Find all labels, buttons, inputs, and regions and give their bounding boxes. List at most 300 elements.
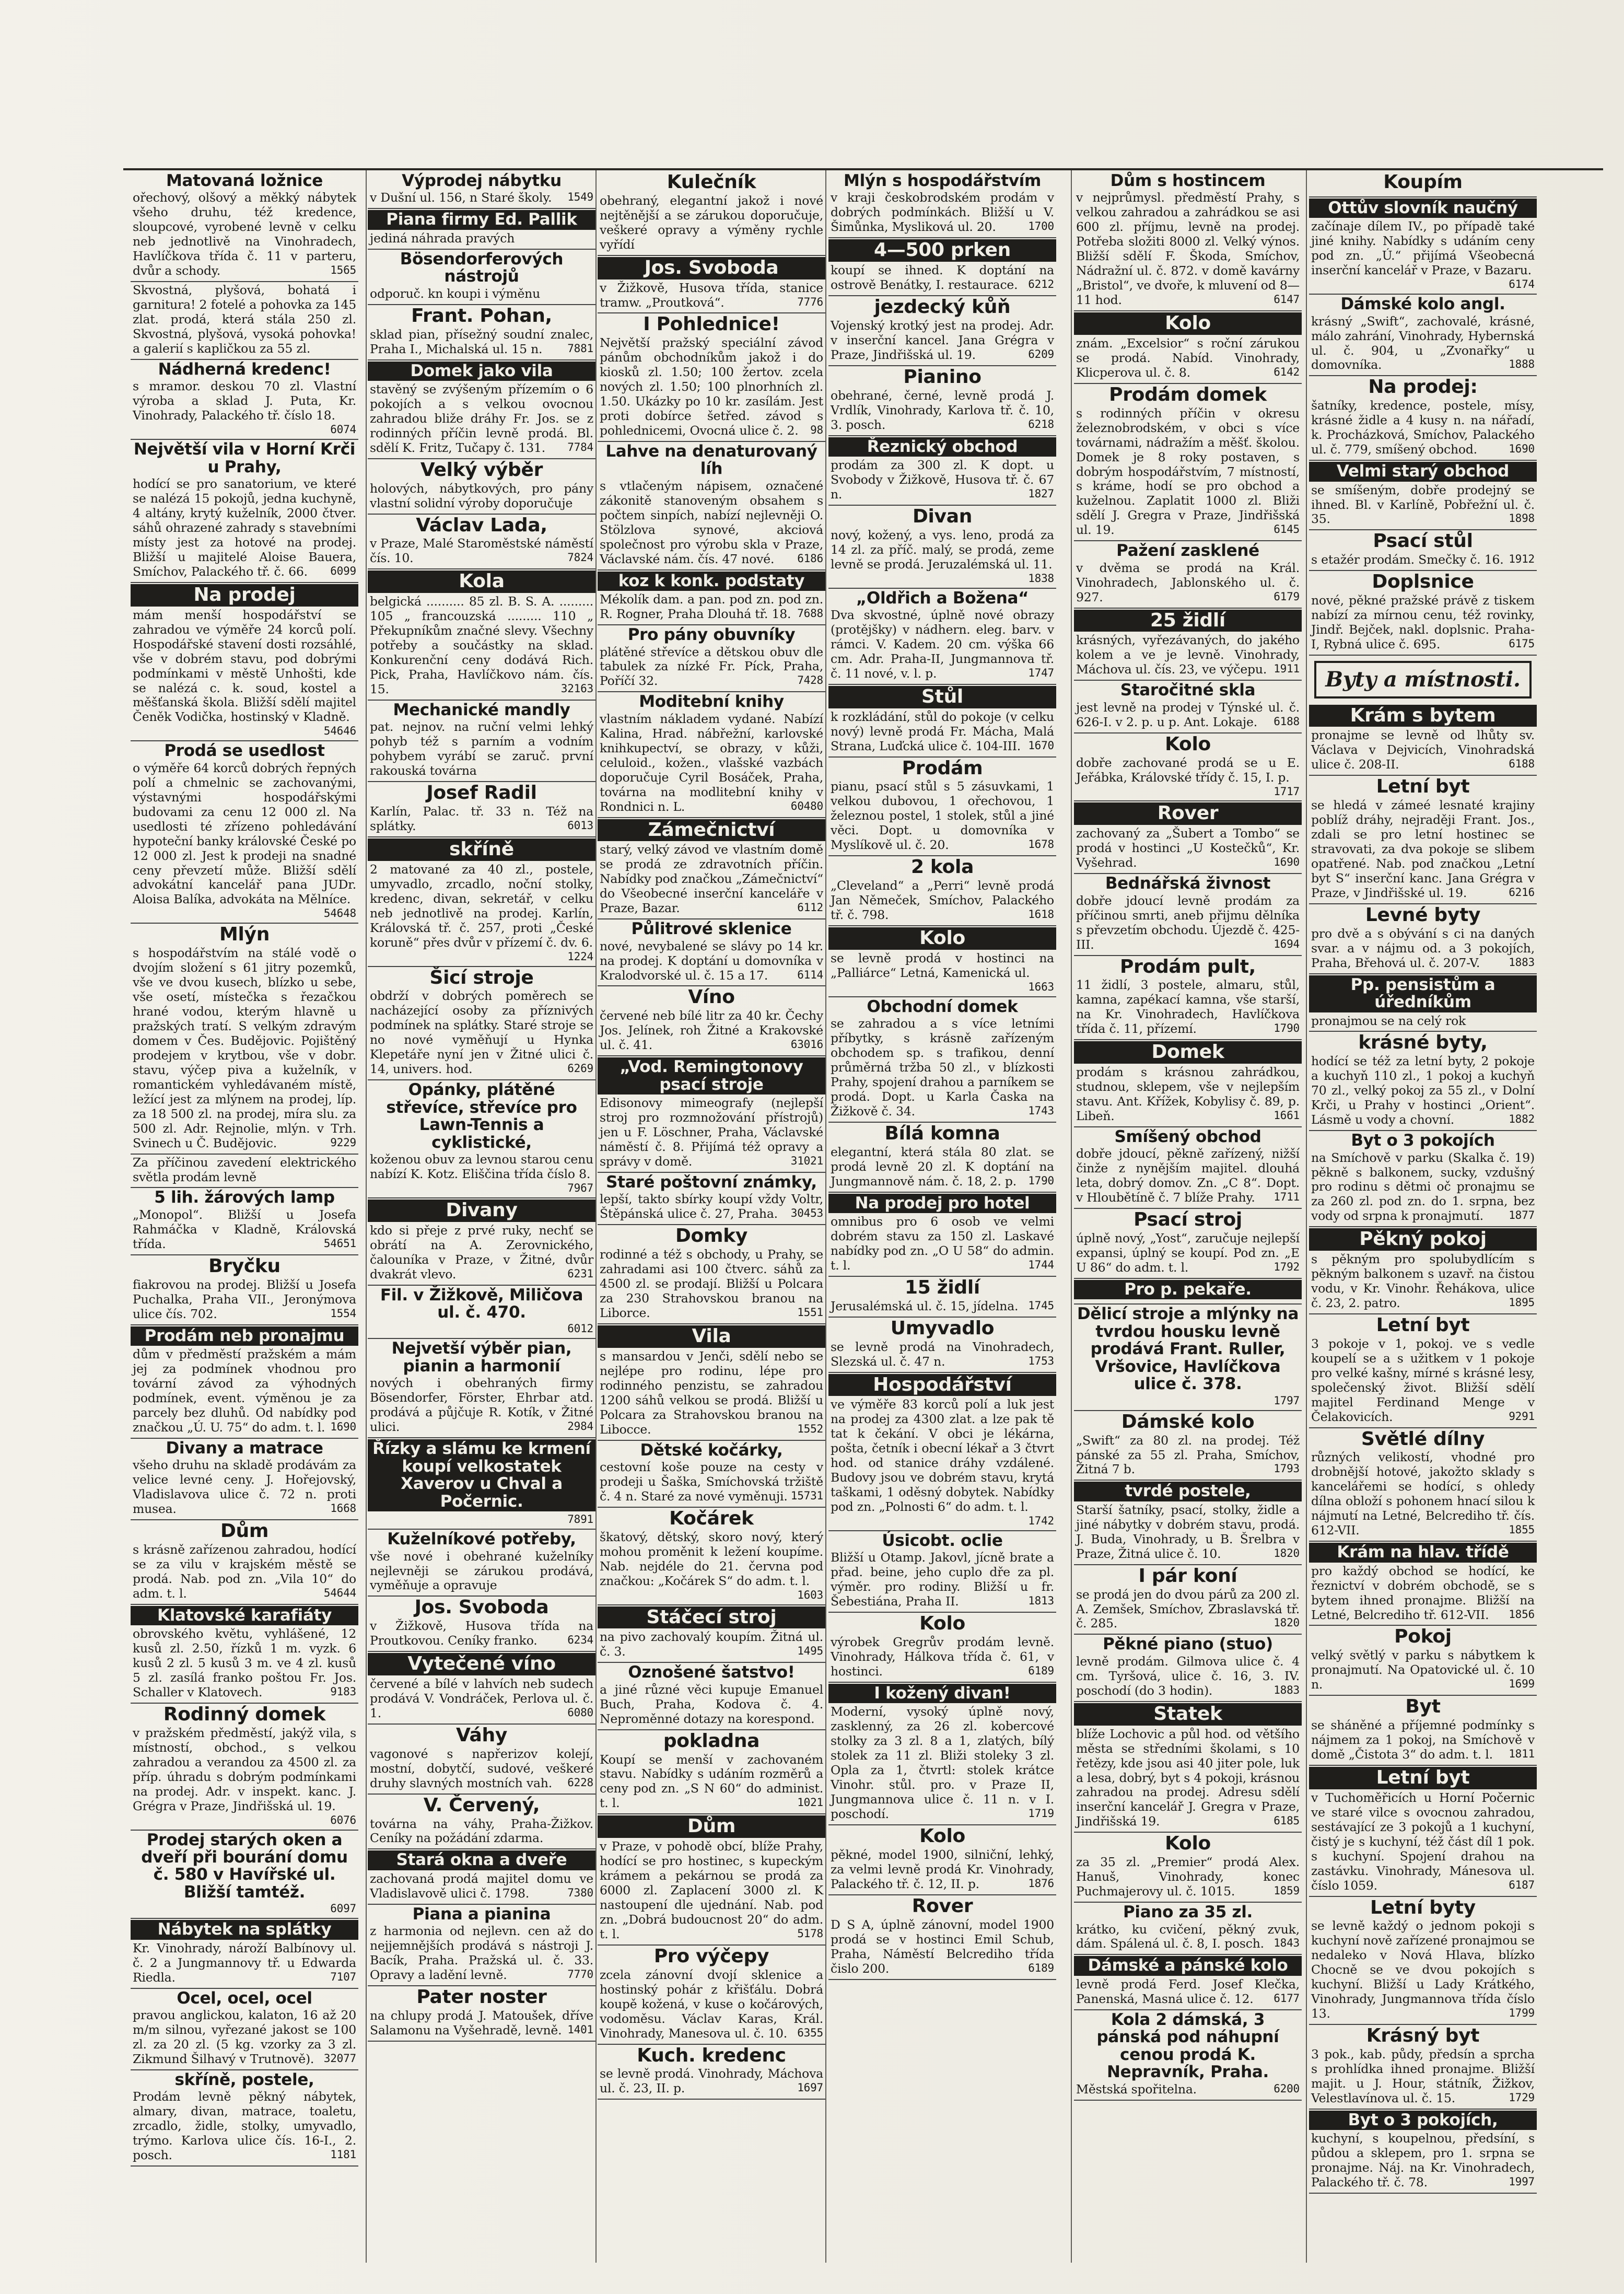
ad-body xyxy=(600,1683,823,1727)
ad-body xyxy=(1076,561,1300,605)
column-rule xyxy=(595,170,597,2263)
ad-body xyxy=(133,191,356,278)
ad-code: 1811 xyxy=(1509,1748,1535,1760)
ad-code: 7776 xyxy=(797,295,823,308)
column-rule xyxy=(366,170,367,2263)
ad-text: v Praze, v pohodě obcí, blíže Prahy, hodící se pro hostinec, s kupeckým krámem a pekárnou se prodá za 6000 zl. Zaplacení 3000 zl. K nastoupení dle ujednání. Nab. pod zn. „Dobrá budoucnost 20“ do adm. t. l. xyxy=(600,1839,823,1941)
ad-text: o výměře 64 korců dobrých řepných polí a chmelnic se zachovanými, výstavnými hospodářskými budovami za cenu 12 000 zl. Na usedlosti té zřízeno pohledávání hypoteční banky královské České po 12 000 zl. Jest k prodeji na snadné ceny převzetí může. Bližší sdělí advokátní kancelář pana JUDr. Aloisa Balíka, advokáta na Mělníce. xyxy=(133,760,356,907)
ad-heading: Statek xyxy=(1074,1703,1302,1726)
ad-body xyxy=(1311,593,1535,652)
ad-text: s hospodářstvím na stálé vodě o dvojím složení s 61 jitry pozemků, vše ve dvou kusech, blízko u sebe, vše osetí, místečka s řezačkou hrané vodou, kterým hlavně u pražských tratí. S velkým zdravým domem v Čes. Budějovic. Pojištěný prodejem v krytbou, vše v dobr. stavu, výčep piva a kuželník, v romantickém vyhledávaném místě, ležící jest za mlýnem na prodej, líp. za 18 500 zl. na prodej, míra slu. za 500 zl. Adr. Rejnolie, mlýn. v Trh. Svinech u Č. Budějovic. xyxy=(133,946,356,1150)
ad-text: s vtlačeným nápisem, označené zákonitě stanoveným obsahem s počtem sinpích, nabízí nejlevněji O. Stölzlova synové, akciová společnost pro výrobu skla v Praze, Václavské nám. čís. 47 nové. xyxy=(600,478,823,566)
ad-text: kdo si přeje z prvé ruky, nechť se obrátí na A. Zerovnického, čalouníka v Praze, v Žitné, dvůr dvakrát vlevo. xyxy=(370,1222,593,1282)
ad-code: 7688 xyxy=(797,607,823,620)
ad-body xyxy=(831,1398,1054,1528)
classified-ad xyxy=(368,360,595,459)
ad-code: 6177 xyxy=(1274,1992,1300,2005)
ad-body xyxy=(1076,406,1300,538)
ad-code: 1820 xyxy=(1274,1546,1300,1559)
ad-code: 1882 xyxy=(1509,1113,1535,1126)
ad-heading: Rover xyxy=(912,1895,973,1917)
ad-body xyxy=(831,1340,1054,1369)
ad-code: 15731 xyxy=(790,1489,823,1502)
ad-body xyxy=(1076,1588,1300,1632)
ad-text: červené neb bílé litr za 40 kr. Čechy Jos. Jelínek, roh Žitné a Krakovské ul. č. 41. xyxy=(600,1008,823,1053)
ad-body xyxy=(1311,483,1535,527)
classified-ad xyxy=(1309,1131,1537,1227)
ad-body xyxy=(831,263,1054,293)
ad-text: belgická .......... 85 zl. B. S. A. ......... 105 „ francouzská ......... 110 „ Překupníkům značné slevy. Všechny potřeby a součástky na sklad. Konkurenční ceny dodává Rich. Pick, Praha, Havlíčkovo nám. čís. 15. xyxy=(370,594,593,696)
ad-code: 1603 xyxy=(797,1588,823,1601)
classified-ad xyxy=(131,1704,358,1831)
ad-body xyxy=(1076,1434,1300,1477)
ad-body xyxy=(370,1550,593,1593)
ad-code: 7967 xyxy=(567,1181,593,1194)
ad-text: obdrží v dobrých poměrech se nacházející osoby za příznivých podmínek na splátky. Staré stroje se no nové vyměňují u Hynka Klepetáře nyní jen v Žitné ulici č. 14, univers. hod. xyxy=(370,988,593,1077)
top-rule xyxy=(123,168,1603,170)
ad-text: krásný „Swift“, zachovalé, krásné, málo zahrání, Vinohrady, Hybernská ul. č. 904, u „Zvonařky“ u domovníka. xyxy=(1311,313,1535,372)
ad-code: 6179 xyxy=(1274,590,1300,603)
classified-ad xyxy=(598,986,825,1056)
ad-text: vše nové i obehrané kuželníky nejlevněji se zárukou prodává, vyměňuje a opravuje xyxy=(370,1548,593,1593)
ad-text: pro dvě a s obývání s ci na daných svar. a v nájmu od. a 3 pokojích, Praha, Břehová ul. č. 207-V. xyxy=(1311,926,1535,970)
ad-text: Městská spořitelna. xyxy=(1076,2081,1197,2097)
ad-heading: Kuch. kredenc xyxy=(637,2044,786,2066)
classified-ad xyxy=(1309,1227,1537,1314)
ad-heading: Letní byt xyxy=(1309,1767,1537,1789)
ad-text: zachovaná prodá majitel domu ve Vladislavově ulici č. 1798. xyxy=(370,1871,593,1901)
ad-code: 6114 xyxy=(797,968,823,981)
ad-body xyxy=(1311,1014,1535,1029)
ad-text: pronajme se levně od lhůty sv. Václava v Dejvicích, Vinohradská ulice č. 208-II. xyxy=(1311,728,1535,772)
ad-heading: Dům s hostincem xyxy=(1110,171,1266,190)
ad-heading: Váhy xyxy=(455,1724,508,1746)
ad-text: velký světlý v parku s nábytkem k pronajmutí. Na Opatovické ul. č. 10 n. xyxy=(1311,1648,1535,1692)
ad-body xyxy=(133,379,356,436)
ad-text: krásných, vyřezávaných, do jakého kolem a ve je levně. Vinohrady, Máchova ul. čís. 23, ve výčepu. xyxy=(1076,633,1300,677)
classified-ad xyxy=(828,1613,1056,1683)
classified-ad xyxy=(131,2070,358,2167)
ad-text: se zahradou a s více letními příbytky, s krásně zařízeným obchodem sp. s trafikou, denní průměrná tržba 50 zl., v blízkosti Prahy, spojení drahou a parníkem se prodá. Dopt. u Karla Časka na Žižkově č. 34. xyxy=(831,1016,1054,1119)
ad-heading: Ocel, ocel, ocel xyxy=(177,1988,312,2008)
ad-heading: Řízky a slámu ke krmení koupí velkostatek Xaverov u Chval a Počernic. xyxy=(368,1439,595,1511)
ad-body xyxy=(1076,1231,1300,1275)
ad-text: z harmonia od nejlevn. cen až do nejjemnějších prodává s nástroji J. Bacík, Praha. Pražská ul. č. 33. Opravy a ladění levně. xyxy=(370,1924,593,1983)
ad-heading: Klatovské karafiáty xyxy=(131,1606,358,1625)
ad-text: s mansardou v Jenči, sdělí nebo se nejlépe pro rodinu, lépe pro rodinného penzistu, se zahradou 1200 sáhů velkou se prodá. Bližší u Polcara za Strahovskou branou na Libocce. xyxy=(600,1348,823,1437)
ad-body xyxy=(370,595,593,697)
ad-heading: pokladna xyxy=(663,1730,760,1752)
ad-heading: 25 židlí xyxy=(1074,610,1302,632)
classified-ad xyxy=(598,1605,825,1663)
classified-ad xyxy=(1074,1305,1302,1411)
column-1 xyxy=(131,171,358,2272)
ad-text: s mramor. deskou 70 zl. Vlastní výroba a sklad J. Puta, Kr. Vinohrady, Palackého tř. číslo 18. xyxy=(133,379,356,423)
ad-body xyxy=(600,281,823,310)
ad-body xyxy=(1311,1151,1535,1224)
ad-text: s pěkným pro spolubydlícím s pěkným balkonem s uzavř. na čistou vodu, v Kr. Vinohr. Řehákova, ulice č. 23, 2. patro. xyxy=(1311,1252,1535,1311)
ad-code: 1224 xyxy=(567,950,593,963)
ad-heading: Domek jako vila xyxy=(368,362,595,381)
ad-code: 6185 xyxy=(1274,1814,1300,1827)
ad-body xyxy=(600,336,823,438)
classified-ad xyxy=(368,837,595,967)
classified-ad xyxy=(368,1438,595,1530)
classified-ad xyxy=(598,625,825,692)
classified-ad xyxy=(598,1946,825,2045)
ad-heading: Staré poštovní známky, xyxy=(606,1172,817,1192)
ad-text: holových, nábytkových, pro pány vlastní solidní výroby doporučuje xyxy=(370,481,593,510)
ad-heading: krásné byty, xyxy=(1358,1032,1488,1054)
ad-code: 1551 xyxy=(797,1306,823,1319)
ad-body xyxy=(370,1872,593,1901)
ad-text: a jiné různé věci kupuje Emanuel Buch, Praha, Kodova č. 4. Neproměnné dotazy na korespond. xyxy=(600,1682,823,1726)
ad-code: 1883 xyxy=(1509,956,1535,969)
ad-code: 6200 xyxy=(1274,2082,1300,2095)
ad-body xyxy=(133,1347,356,1435)
ad-heading: Víno xyxy=(688,986,735,1008)
ad-heading: Václav Lada, xyxy=(416,514,547,536)
ad-heading: Psací stroj xyxy=(1134,1209,1242,1231)
ad-text: v Dušní ul. 156, n Staré školy. xyxy=(370,190,552,205)
ad-text: prodám s krásnou zahrádkou, studnou, sklepem, vše v nejlepším stavu. Ant. Křížek, Kobylisy č. 89, p. Libeň. xyxy=(1076,1065,1300,1123)
ad-code: 1790 xyxy=(1274,1022,1300,1035)
classified-ad xyxy=(1074,1635,1302,1702)
column-4 xyxy=(828,171,1056,2272)
ad-heading: Krásný byt xyxy=(1366,2025,1480,2047)
classified-ad xyxy=(1309,1626,1537,1696)
classified-ad xyxy=(131,1188,358,1255)
ad-heading: Rover xyxy=(1074,802,1302,825)
ad-code: 2984 xyxy=(567,1420,593,1433)
ad-heading: Obchodní domek xyxy=(867,997,1018,1016)
ad-heading: Moditební knihy xyxy=(639,692,784,712)
classified-ad xyxy=(828,296,1056,366)
ad-body xyxy=(1311,399,1535,457)
classified-ad xyxy=(1074,384,1302,541)
ad-heading: Byt o 3 pokojích, xyxy=(1309,2111,1537,2130)
ad-body xyxy=(831,1635,1054,1679)
column-5 xyxy=(1074,171,1302,2272)
column-6 xyxy=(1309,171,1537,2272)
ad-heading: Hospodářství xyxy=(828,1374,1056,1396)
ad-text: na chlupy prodá J. Matoušek, dříve Salamonu na Vyšehradě, levně. xyxy=(370,2008,593,2037)
ad-code: 6142 xyxy=(1274,365,1300,378)
classified-ad xyxy=(828,436,1056,506)
classified-ad xyxy=(1074,541,1302,608)
ad-heading: Pianino xyxy=(903,366,982,388)
ad-text: červené a bílé v lahvích neb sudech prodává V. Vondráček, Perlova ul. č. 1. xyxy=(370,1676,593,1720)
ad-code: 1694 xyxy=(1274,937,1300,950)
ad-text: dobře jdoucí levně prodám za příčinou smrti, aneb přijmu dělníka s převzetím obchodu. Újezdě č. 425-III. xyxy=(1076,893,1300,952)
ad-code: 6228 xyxy=(567,1776,593,1789)
ad-code: 32163 xyxy=(560,682,593,695)
ad-text: Karlín, Palac. tř. 33 n. Též na splátky. xyxy=(370,804,593,833)
ad-text: vagonové s napřerizov kolejí, mostní, dobytčí, sudové, veškeré druhy slavných mostních vah. xyxy=(370,1746,593,1790)
ad-heading: Fil. v Žižkově, Miličova ul. č. 470. xyxy=(380,1285,583,1322)
ad-code: 7380 xyxy=(567,1886,593,1899)
ad-text: výrobek Gregrův prodám levně. Vinohrady, Hálkova třída č. 61, v hostinci. xyxy=(831,1635,1054,1679)
ad-body xyxy=(831,879,1054,923)
ad-text: škatový, dětský, skoro nový, který mohou proměnit k ležení koupíme. Nab. nejdéle do 21. června pod značkou: „Kočárek S“ do adm. t. l. xyxy=(600,1529,823,1588)
classified-ad xyxy=(1074,956,1302,1041)
ad-body xyxy=(370,191,593,205)
ad-text: Bližší u Otamp. Jakovl, jícně brate a přad. beine, jeho cuplo dře za pl. výměr. pro rodiny. Bližší u fr. Šebestiána, Praha II. xyxy=(831,1550,1054,1609)
classified-ad xyxy=(598,692,825,818)
classified-ad xyxy=(598,1324,825,1441)
classified-ad xyxy=(1074,311,1302,384)
classified-ad xyxy=(1309,1696,1537,1766)
ad-text: úplně nový, „Yost“, zaručuje nejlepší expansi, úplný se koupí. Pod zn. „E U 86“ do adm. t. l. xyxy=(1076,1231,1300,1275)
classified-ad xyxy=(828,589,1056,685)
ad-heading: Piano za 35 zl. xyxy=(1123,1903,1253,1922)
ad-text: v nejprůmysl. předměstí Prahy, s velkou zahradou a zahrádkou se asi 600 zl. příjmu, levně na prodej. Potřeba složiti 8000 zl. Velký výnos. Bližší sdělí F. Škoda, Smíchov, Nádražní ul. č. 872. v domě kavárny „Bristol“, ve dvoře, k mluvení od 8—11 hod. xyxy=(1076,190,1300,308)
classified-ad xyxy=(368,171,595,209)
ad-text: hodící se též za letní byty, 2 pokoje a kuchyň 110 zl., 1 pokoj a kuchyň 70 zl., velký pokoj za 55 zl., v Dolní Krči, u Prahy v hostinci „Orient“. Lásmě u vody a chovní. xyxy=(1311,1054,1535,1127)
ad-body xyxy=(133,477,356,579)
classified-ad xyxy=(368,1339,595,1438)
ad-text: plátěné střevíce a dětskou obuv dle tabulek za nízké Fr. Píck, Praha, Poříčí 32. xyxy=(600,644,823,689)
ad-heading: Pp. pensistům a úředníkům xyxy=(1309,975,1537,1012)
ad-body xyxy=(133,1208,356,1252)
column-3 xyxy=(598,171,825,2272)
ad-code: 6145 xyxy=(1274,523,1300,536)
ad-code: 6188 xyxy=(1509,758,1535,771)
ad-body xyxy=(600,1530,823,1602)
ad-heading: Domky xyxy=(675,1225,748,1247)
classified-ad xyxy=(1074,1127,1302,1209)
ad-code: 1997 xyxy=(1509,2175,1535,2188)
ad-heading: Ottův slovník naučný xyxy=(1309,199,1537,218)
ad-text: s etažér prodám. Smečky č. 16. xyxy=(1311,552,1504,567)
ad-text: prodám za 300 zl. K dopt. u Svobody v Žižkově, Husova tř. č. 67 n. xyxy=(831,458,1054,502)
ad-code: 1799 xyxy=(1509,2007,1535,2020)
ad-text: omnibus pro 6 osob ve velmi dobrém stavu za 150 zl. Laskavé nabídky pod zn. „O U 58“ do admin. t. l. xyxy=(831,1214,1054,1273)
column-rule xyxy=(1306,170,1307,2263)
ad-text: dobře jdoucí, pěkně zařízený, nižší činže z nynějším majitel. dlouhá leta, dobrý domov. Zn. „C 8“. Dopt. v Hloubětíně č. 7 blíže Prahy. xyxy=(1076,1146,1300,1205)
classified-ad xyxy=(131,1439,358,1520)
classified-ad xyxy=(598,1508,825,1605)
ad-body xyxy=(600,1630,823,1659)
ad-code: 6076 xyxy=(330,1813,356,1826)
ad-text: Vojenský krotký jest na prodej. Adr. v inserční kancel. Jana Grégra v Praze, Jindřišská ul. 19. xyxy=(831,318,1054,362)
ad-text: se prodá jen do dvou párů za 200 zl. A. Zemšek, Smíchov, Zbraslavská tř. č. 285. xyxy=(1076,1587,1300,1631)
ad-code: 1618 xyxy=(1028,908,1054,921)
ad-body xyxy=(370,2009,593,2038)
ad-body xyxy=(370,1747,593,1791)
ad-body xyxy=(831,528,1054,585)
ad-text: rodinné a též s obchody, u Prahy, se zahradami asi 100 čtverc. sáhů za 4500 zl. se prodají. Bližší u Polcara za 230 Strahovskou branou na Liborce. xyxy=(600,1247,823,1320)
ad-text: krátko, ku cvičení, pěkný zvuk, dám. Spálená ul. č. 8, I. posch. xyxy=(1076,1922,1300,1951)
ad-text: zachovaný za „Šubert a Tombo“ se prodá v hostinci „U Kostečků“, Kr. Vyšehrad. xyxy=(1076,826,1300,870)
ad-code: 7824 xyxy=(567,551,593,564)
classified-ad xyxy=(1309,376,1537,461)
ad-body xyxy=(370,805,593,834)
ad-body xyxy=(831,389,1054,433)
ad-text: stavěný se zvýšeným přízemím o 6 pokojích a s velkou ovocnou zahradou bliže dráhy Fr. Jos. se z rodinných příčin levně prodá. Bl. sdělí K. Fritz, Tučapy č. 131. xyxy=(370,381,593,455)
ad-heading: Kolo xyxy=(828,927,1056,950)
ad-heading: Mechanické mandly xyxy=(393,700,570,719)
ad-body xyxy=(370,328,593,357)
ad-code: 1700 xyxy=(1028,220,1054,233)
ad-code: 1790 xyxy=(1028,1174,1054,1187)
classified-ad xyxy=(131,924,358,1154)
ad-heading: Krám na hlav. třídě xyxy=(1309,1543,1537,1562)
ad-heading: Úsicobt. oclie xyxy=(882,1531,1003,1550)
ad-code: 1495 xyxy=(797,1645,823,1658)
classified-ad xyxy=(368,1652,595,1725)
ad-code: 1793 xyxy=(1274,1462,1300,1475)
ad-code: 1883 xyxy=(1274,1683,1300,1696)
ad-heading: Dámské kolo angl. xyxy=(1340,295,1505,314)
ad-heading: Koupím xyxy=(1383,171,1463,193)
ad-text: továrna na váhy, Praha-Žižkov. Ceníky na požádání zdarma. xyxy=(370,1816,593,1846)
ad-code: 6074 xyxy=(330,423,356,436)
ad-code: 1745 xyxy=(1028,1299,1054,1312)
ad-heading: Světlé dílny xyxy=(1361,1428,1485,1450)
section-heading-box: Byty a místnosti. xyxy=(1314,661,1532,698)
classified-ad xyxy=(131,282,358,360)
ad-body xyxy=(600,592,823,622)
ad-heading: Pažení zasklené xyxy=(1116,541,1259,561)
ad-code: 1565 xyxy=(330,264,356,277)
ad-body xyxy=(370,482,593,511)
ad-text: pianu, psací stůl s 5 zásuvkami, 1 velkou dubovou, 1 ořechovou, 1 železnou postel, 1 stolek, stůl a jiné věci. Dopt. u domovníka v Myslíkově ul. č. 20. xyxy=(831,779,1054,853)
ad-body xyxy=(133,1278,356,1322)
ad-heading: Pěkný pokoj xyxy=(1309,1228,1537,1251)
ad-text: začínaje dílem IV., po případě také jiné knihy. Nabídky s udáním ceny pod zn. „Ú.“ přijímá Všeobecná inserční kancelář v Praze, v Bazaru. xyxy=(1311,219,1535,278)
ad-code: 1827 xyxy=(1028,487,1054,500)
ad-text: cestovní koše pouze na cesty v prodeji u Šaška, Smíchovská tržiště č. 4 n. Staré za nové vyměnuji. xyxy=(600,1460,823,1504)
ad-body xyxy=(1311,728,1535,772)
ad-body xyxy=(831,1299,1054,1314)
ad-heading: Nábytek na splátky xyxy=(131,1920,358,1939)
ad-body xyxy=(370,1924,593,1983)
ad-body xyxy=(600,1968,823,2041)
ad-text: levně prodá Ferd. Josef Klečka, Panenská, Masná ulice č. 12. xyxy=(1076,1976,1300,2006)
ad-code: 1670 xyxy=(1028,739,1054,752)
ad-text: 3 pokoje v 1, pokoj. ve s vedle koupelí se a s užitkem v 1 pokoje pro velké kašny, mírné s krásné lesy, společenský život. Bližší sdělí majitel Ferdinand Menge v Čelakovicích. xyxy=(1311,1336,1535,1424)
column-rule xyxy=(1071,170,1072,2263)
ad-body xyxy=(1076,756,1300,798)
classified-ad xyxy=(598,1056,825,1173)
ad-body xyxy=(133,1156,356,1185)
ad-text: Mékolík dam. a pan. pod zn. pod zn. R. Rogner, Praha Dlouhá tř. 18. xyxy=(600,592,823,622)
ad-code: 6218 xyxy=(1028,417,1054,430)
classified-ad xyxy=(131,741,358,924)
ad-heading: I Pohlednice! xyxy=(643,313,780,335)
classified-ad xyxy=(1309,1897,1537,2025)
ad-heading: Stůl xyxy=(828,686,1056,708)
ad-code: 1401 xyxy=(567,2023,593,2036)
ad-heading: Prodám xyxy=(902,757,983,779)
ad-body xyxy=(600,1248,823,1321)
ad-body xyxy=(831,1215,1054,1273)
ad-heading: Prodám neb pronajmu xyxy=(131,1326,358,1346)
ad-text: se levně prodá v hostinci na „Palliárce“ Letná, Kamenická ul. xyxy=(831,950,1054,980)
ad-heading: Jos. Svoboda xyxy=(414,1597,549,1618)
ad-text: s rodinných příčin v okresu železnobrodském, v obci s více továrnami, nádražím a měšť. školou. Domek je 8 roky postaven, s dobrým hospodářstvím, 7 místností, s kráme, hodí se pro obchod a kuželnou. Zaplatit 1000 zl. Bliži sdělí J. Gregra v Praze, Jindřišská ul. 19. xyxy=(1076,405,1300,538)
ad-body xyxy=(370,382,593,456)
ad-heading: Letní byt xyxy=(1376,776,1470,798)
ad-code: 6212 xyxy=(1028,278,1054,291)
ad-code: 31021 xyxy=(790,1154,823,1167)
ad-heading: Zámečnictví xyxy=(598,819,825,842)
classified-ad xyxy=(598,1663,825,1730)
ad-heading: Dělicí stroje a mlýnky na tvrdou housku levně prodává Frant. Ruller, Vršovice, Havlíčkova ulice č. 378. xyxy=(1077,1305,1299,1394)
classified-ad xyxy=(1309,1314,1537,1428)
classified-ad xyxy=(368,1795,595,1850)
classified-ad xyxy=(131,1325,358,1439)
ad-body xyxy=(600,939,823,983)
ad-heading: Kolo xyxy=(1165,1833,1211,1855)
classified-ad xyxy=(368,1986,595,2042)
ad-code: 6209 xyxy=(1028,347,1054,360)
ad-body xyxy=(133,2090,356,2163)
classified-ad xyxy=(1309,530,1537,571)
ad-body xyxy=(133,283,356,356)
ad-heading: Půlitrové sklenice xyxy=(631,919,792,939)
ad-body xyxy=(831,1551,1054,1609)
ad-text: se smíšeným, dobře prodejný se ihned. Bl. v Karlíně, Pobřežní ul. č. 35. xyxy=(1311,482,1535,527)
ad-heading: Doplsnice xyxy=(1372,571,1474,593)
classified-ad xyxy=(1074,733,1302,802)
ad-body xyxy=(1076,1065,1300,1124)
ad-code: 6012 xyxy=(567,1322,593,1335)
ad-heading: Dům xyxy=(598,1815,825,1838)
classified-ad xyxy=(598,1173,825,1225)
ad-heading: Umyvadlo xyxy=(890,1317,995,1339)
ad-body xyxy=(370,1677,593,1721)
ad-code: 1690 xyxy=(1509,443,1535,456)
classified-ad xyxy=(598,818,825,920)
classified-ad xyxy=(368,701,595,782)
ad-body xyxy=(370,287,593,301)
column-rule xyxy=(825,170,826,2263)
ad-code: 1690 xyxy=(1274,856,1300,869)
classified-ad xyxy=(598,1814,825,1946)
ad-heading: Nejvetší výběr pian, pianin a harmonií xyxy=(391,1339,572,1376)
ad-text: obehrané, černé, levně prodá J. Vrdlík, Vinohrady, Karlova tř. č. 10, 3. posch. xyxy=(831,388,1054,432)
ad-heading: Byt o 3 pokojích xyxy=(1351,1131,1495,1150)
ad-body xyxy=(600,1192,823,1221)
classified-ad xyxy=(368,1530,595,1597)
classified-ad xyxy=(828,1193,1056,1277)
ad-heading: Dům xyxy=(220,1520,269,1542)
ad-heading: Dámské a pánské kolo xyxy=(1074,1956,1302,1975)
ad-heading: Pěkné piano (stuo) xyxy=(1103,1635,1273,1654)
column-2 xyxy=(368,171,595,2272)
ad-body xyxy=(370,1513,593,1526)
ad-code: 1678 xyxy=(1028,838,1054,851)
ad-heading: I pár koní xyxy=(1138,1565,1237,1587)
ad-text: vlastním nákladem vydané. Nabízí Kalina, Hrad. nábřežní, karlovské knihkupectví, se obrazy, v kůži, celuloid., kožen., vlašské vazbách doporučuje Cyril Bosáček, Praha, továrna na modlitební knihy v Rondnici n. L. xyxy=(600,711,823,814)
classified-ad xyxy=(368,1725,595,1795)
ad-code: 1747 xyxy=(1028,666,1054,679)
classified-ad xyxy=(1074,1565,1302,1635)
classified-ad xyxy=(828,1277,1056,1318)
ad-text: na Smíchově v parku (Skalka č. 19) pěkně s balkonem, sucky, vzdušný pro rodinu s dětmi oč pronajmu se za 260 zl. pod zn. do 1. srpna, bez vody od srpna k pronajmutí. xyxy=(1311,1150,1535,1224)
ad-heading: 15 židlí xyxy=(905,1276,980,1298)
ad-code: 1753 xyxy=(1028,1354,1054,1367)
ad-code: 6269 xyxy=(567,1062,593,1075)
classified-ad xyxy=(1309,776,1537,904)
classified-ad xyxy=(828,1531,1056,1613)
ad-code: 30453 xyxy=(790,1207,823,1220)
ad-code: 6189 xyxy=(1028,1664,1054,1678)
ad-body xyxy=(1311,553,1535,567)
classified-ad xyxy=(368,209,595,249)
